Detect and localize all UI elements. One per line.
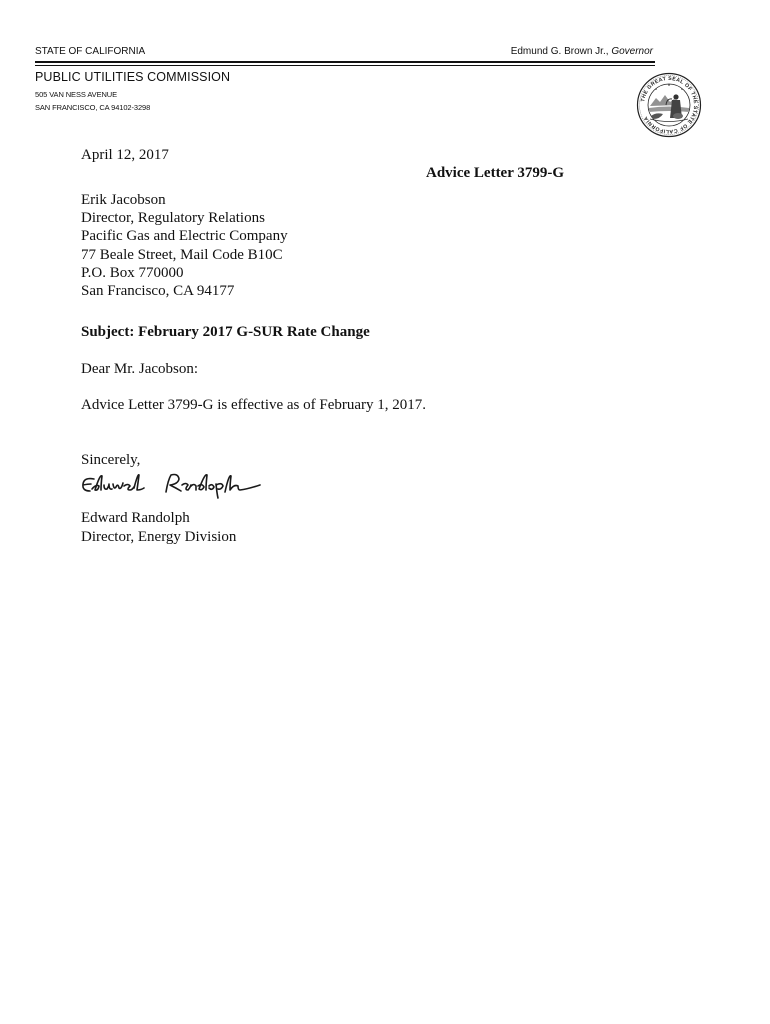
letterhead-rule-thin xyxy=(35,65,655,66)
letterhead-top xyxy=(35,46,653,60)
recipient-line: San Francisco, CA 94177 xyxy=(81,283,235,300)
state-seal-icon xyxy=(636,72,702,138)
address-line-1: 505 VAN NESS AVENUE xyxy=(35,90,118,99)
letterhead-rule-thick xyxy=(35,61,655,63)
salutation: Dear Mr. Jacobson: xyxy=(81,361,199,377)
commission-name: PUBLIC UTILITIES COMMISSION xyxy=(35,70,231,84)
address-line-2: SAN FRANCISCO, CA 94102-3298 xyxy=(35,103,151,112)
state-name: STATE OF CALIFORNIA xyxy=(35,46,146,57)
advice-letter-reference: Advice Letter 3799-G xyxy=(426,165,565,181)
body-paragraph: Advice Letter 3799-G is effective as of February 1, 2017. xyxy=(81,397,427,413)
signer-name: Edward Randolph xyxy=(81,510,190,526)
governor-line xyxy=(511,46,653,57)
governor-title: Governor xyxy=(611,46,653,57)
recipient-line: Director, Regulatory Relations xyxy=(81,210,265,227)
recipient-line: Pacific Gas and Electric Company xyxy=(81,228,288,245)
recipient-line: 77 Beale Street, Mail Code B10C xyxy=(81,246,283,263)
closing: Sincerely, xyxy=(81,452,141,468)
recipient-address-block xyxy=(81,191,288,300)
recipient-line: Erik Jacobson xyxy=(81,192,166,208)
governor-name: Edmund G. Brown Jr., xyxy=(510,46,612,57)
subject-line: Subject: February 2017 G-SUR Rate Change xyxy=(81,324,370,340)
handwritten-signature xyxy=(78,470,264,500)
seal-text: THE GREAT SEAL OF THE STATE OF CALIFORNIA xyxy=(640,75,699,135)
letter-date: April 12, 2017 xyxy=(81,147,169,163)
recipient-line: P.O. Box 770000 xyxy=(81,264,184,281)
signer-block xyxy=(81,509,236,547)
signer-title: Director, Energy Division xyxy=(81,529,237,545)
